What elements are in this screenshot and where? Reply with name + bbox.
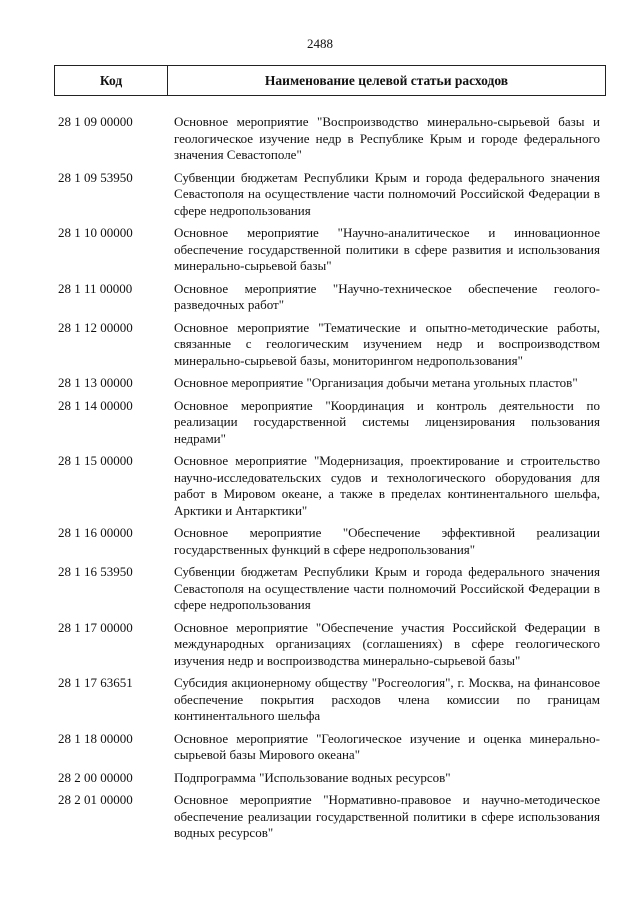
table-row bbox=[58, 731, 600, 764]
row-code: 28 1 12 00000 bbox=[58, 319, 133, 335]
row-name: Основное мероприятие "Геологическое изучение и оценка минерально-сырьевой базы Мирового океана" bbox=[174, 730, 600, 762]
table-row bbox=[58, 114, 600, 164]
row-name: Основное мероприятие "Тематические и опытно-методические работы, связанные с геологическим изучением недр и воспроизводством минерально-сырьевой базы, мониторингом недропользования" bbox=[174, 319, 600, 368]
row-name: Субсидия акционерному обществу "Росгеология", г. Москва, на финансовое обеспечение покрытия расходов члена комиссии по границам континентального шельфа bbox=[174, 675, 600, 723]
table-row bbox=[58, 281, 600, 314]
row-code: 28 1 09 53950 bbox=[58, 169, 133, 185]
row-name: Основное мероприятие "Научно-техническое обеспечение геолого-разведочных работ" bbox=[174, 280, 600, 312]
table-row bbox=[58, 375, 600, 392]
row-code: 28 1 16 53950 bbox=[58, 564, 133, 579]
row-code: 28 1 10 00000 bbox=[58, 225, 133, 240]
row-name: Основное мероприятие "Обеспечение участия Российской Федерации в международных организациях (соглашениях) в сфере геологического изучения недр и воспроизводства минерально-сырьевой базы" bbox=[174, 619, 600, 668]
budget-items-list bbox=[58, 114, 600, 848]
table-row bbox=[58, 225, 600, 275]
row-code: 28 1 09 00000 bbox=[58, 114, 133, 129]
row-name: Основное мероприятие "Модернизация, проектирование и строительство научно-исследовательских судов и технологического оборудования для работ в Мировом океане, а также в пределах континентального шельфа, Арктики и Антарктики" bbox=[174, 453, 600, 518]
table-row bbox=[58, 564, 600, 614]
table-row bbox=[58, 525, 600, 558]
row-name: Основное мероприятие "Нормативно-правовое и научно-методическое обеспечение реализации государственной политики в сфере использования водных ресурсов" bbox=[174, 792, 600, 840]
code-column-header: Код bbox=[55, 66, 168, 95]
table-row bbox=[58, 398, 600, 448]
table-row bbox=[58, 320, 600, 370]
table-row bbox=[58, 620, 600, 670]
row-name: Основное мероприятие "Обеспечение эффективной реализации государственных функций в сфере недропользования" bbox=[174, 525, 600, 557]
table-header bbox=[54, 65, 606, 96]
row-name: Основное мероприятие "Воспроизводство минерально-сырьевой базы и геологическое изучение недр в Республике Крым и городе федерального значения Севастополе" bbox=[174, 114, 600, 162]
row-code: 28 1 14 00000 bbox=[58, 397, 133, 413]
row-name: Субвенции бюджетам Республики Крым и города федерального значения Севастополя на осуществление части полномочий Российской Федерации в сфере недропользования bbox=[174, 564, 600, 612]
table-row bbox=[58, 675, 600, 725]
row-code: 28 1 18 00000 bbox=[58, 730, 133, 746]
row-name: Основное мероприятие "Координация и контроль деятельности по реализации государственной системы лицензирования пользования недрами" bbox=[174, 397, 600, 446]
row-name: Подпрограмма "Использование водных ресурсов" bbox=[174, 769, 451, 785]
table-row bbox=[58, 170, 600, 220]
name-column-header: Наименование целевой статьи расходов bbox=[264, 72, 509, 88]
row-code: 28 2 01 00000 bbox=[58, 792, 133, 807]
row-code: 28 1 15 00000 bbox=[58, 453, 133, 468]
row-name: Субвенции бюджетам Республики Крым и города федерального значения Севастополя на осуществление части полномочий Российской Федерации в сфере недропользования bbox=[174, 169, 600, 218]
table-row bbox=[58, 792, 600, 842]
table-row bbox=[58, 770, 600, 787]
row-code: 28 1 17 63651 bbox=[58, 675, 133, 690]
row-code: 28 2 00 00000 bbox=[58, 769, 133, 785]
table-row bbox=[58, 453, 600, 519]
page-number: 2488 bbox=[307, 36, 333, 51]
row-name: Основное мероприятие "Организация добычи метана угольных пластов" bbox=[174, 375, 578, 390]
row-code: 28 1 11 00000 bbox=[58, 280, 133, 296]
row-code: 28 1 13 00000 bbox=[58, 375, 133, 390]
row-code: 28 1 16 00000 bbox=[58, 525, 133, 540]
row-name: Основное мероприятие "Научно-аналитическое и инновационное обеспечение государственной политики в сфере развития и использования минерально-сырьевой базы" bbox=[174, 225, 600, 273]
row-code: 28 1 17 00000 bbox=[58, 619, 133, 635]
